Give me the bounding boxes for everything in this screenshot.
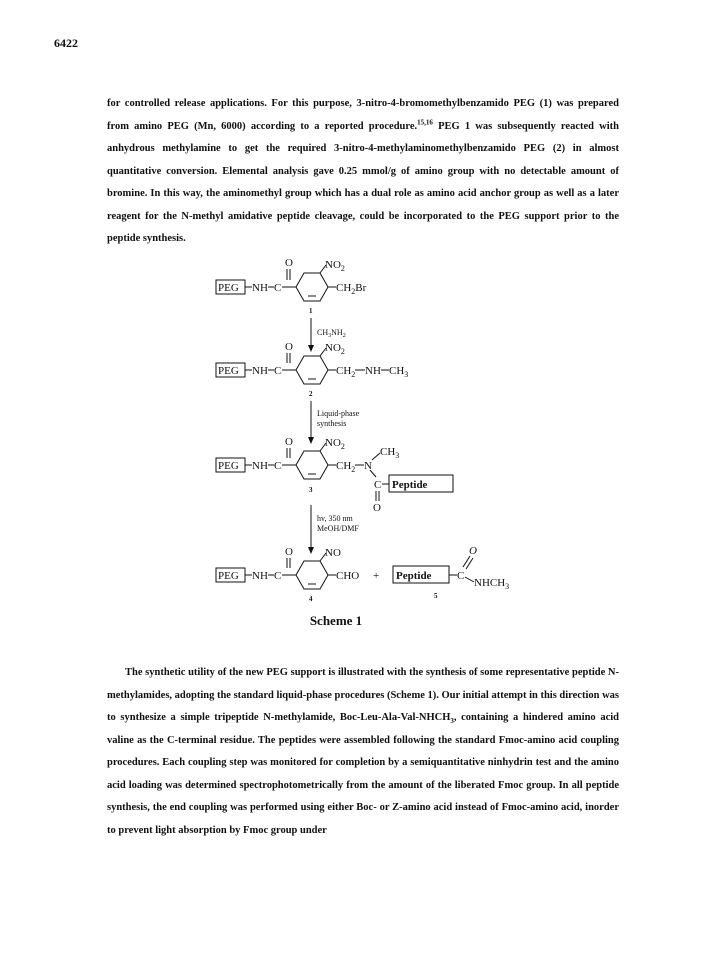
reference-superscript: 15,16 — [417, 118, 433, 126]
o-label-3b: O — [373, 502, 381, 514]
o-label-4: O — [285, 546, 293, 558]
cho-label: CHO — [336, 570, 360, 582]
reagent-photolysis-line-1: hv, 350 nm — [317, 514, 353, 523]
c-label-5: C — [457, 570, 465, 582]
compound-number-3: 3 — [309, 486, 313, 494]
nhch3-label: $NHCH_3$ — [474, 577, 510, 591]
ch2br-label: $CH_2Br$ — [336, 282, 367, 296]
nh-ch3-label: NH — [365, 365, 381, 377]
arrow-head-2 — [308, 437, 314, 444]
reagent-photolysis-line-2: MeOH/DMF — [317, 524, 359, 533]
c-label-4: C — [274, 570, 282, 582]
o-label-1: O — [285, 257, 293, 269]
benzene-ring-1 — [296, 273, 328, 301]
reagent-liquid-phase-line-2: synthesis — [317, 419, 347, 428]
peptide-label-5: Peptide — [396, 570, 432, 582]
o-label-3: O — [285, 436, 293, 448]
c-label-3: C — [274, 460, 282, 472]
peg-label-1: PEG — [218, 282, 239, 294]
paragraph-synthesis-text-1: The synthetic utility of the new PEG support is illustrated with the synthesis of some representative peptide N-methylamides, adopting the standard liquid-phase procedures (Scheme 1). Our initial attempt in this direction was to synthesize a simple tripeptide N-methylamide, Boc-Leu-Ala-Val-NHCH — [107, 667, 620, 723]
peg-label-4: PEG — [218, 570, 239, 582]
paragraph-intro-text-2: PEG 1 was subsequently reacted with anhydrous methylamine to get the required 3-nitro-4-methylaminomethylbenzamido PEG (2) in almost quantitative conversion. Elemental analysis gave 0.25 mmol/g of amino group with no detectable amount of bromine. In this way, the aminomethyl group which has a dual role as amino acid anchor group as well as a later reagent for the N-methyl amidative peptide cleavage, could be incorporated to the PEG support prior to the peptide synthesis. — [107, 120, 619, 244]
ch2-label-3: $CH_2$ — [336, 460, 356, 474]
nh-label-2: NH — [252, 365, 268, 377]
page-number: 6422 — [54, 36, 78, 50]
compound-number-5: 5 — [434, 592, 438, 600]
reagent-liquid-phase-line-1: Liquid-phase — [317, 409, 360, 418]
o-label-2: O — [285, 341, 293, 353]
nh-label-1: NH — [252, 282, 268, 294]
paragraph-intro — [107, 93, 619, 251]
arrow-head-3 — [308, 547, 314, 554]
reagent-methylamine: $CH_3NH_2$ — [317, 328, 346, 339]
c-label-1: C — [274, 282, 282, 294]
compound-4 — [216, 546, 379, 603]
nitro-label-2: $NO_2$ — [325, 342, 345, 356]
benzene-ring-3 — [296, 451, 328, 479]
nh-label-4: NH — [252, 570, 268, 582]
peg-label-3: PEG — [218, 460, 239, 472]
benzene-ring-4 — [296, 561, 328, 589]
compound-5 — [393, 545, 509, 600]
methyl-subscript: 3 — [450, 717, 454, 726]
ch3-label-2: $CH_3$ — [389, 365, 409, 379]
peptide-label-3: Peptide — [392, 479, 428, 491]
paragraph-synthesis — [107, 662, 619, 842]
compound-number-2: 2 — [309, 390, 313, 398]
c-label-2: C — [274, 365, 282, 377]
nitroso-label-4: NO — [325, 547, 341, 559]
ch2-label-2: $CH_2$ — [336, 365, 356, 379]
compound-1 — [216, 257, 367, 315]
ch3-label-3: $CH_3$ — [380, 446, 400, 460]
compound-number-4: 4 — [309, 595, 313, 603]
compound-number-1: 1 — [309, 307, 313, 315]
nh-label-3: NH — [252, 460, 268, 472]
benzene-ring-2 — [296, 356, 328, 384]
compound-3 — [216, 436, 453, 514]
scheme-caption: Scheme 1 — [309, 613, 363, 628]
compound-2 — [216, 341, 408, 398]
paragraph-synthesis-text-2: , containing a hindered amino acid valine as the C-terminal residue. The peptides were assembled following the standard Fmoc-amino acid coupling procedures. Each coupling step was monitored for completion by a semiquantitative ninhydrin test and the amino acid loading was determined spectrophotometrically from the amount of the liberated Fmoc group. In all peptide synthesis, the end coupling was performed using either Boc- or Z-amino acid instead of Fmoc-amino acid, inorder to prevent light absorption by Fmoc group under — [107, 712, 620, 836]
peg-label-2: PEG — [218, 365, 239, 377]
plus-sign: + — [373, 570, 380, 582]
paragraph-intro-text-1: for controlled release applications. For this purpose, 3-nitro-4-bromomethylbenzamido PEG (1) was prepared from amino PEG (Mn, 6000) according to a reported procedure. — [107, 98, 619, 132]
o-label-5: O — [469, 545, 477, 557]
nitro-label-1: $NO_2$ — [325, 259, 345, 273]
arrow-head-1 — [308, 345, 314, 352]
n-label-3: N — [364, 460, 372, 472]
reaction-scheme — [0, 255, 720, 635]
nitro-label-3: $NO_2$ — [325, 437, 345, 451]
c-label-3b: C — [374, 479, 382, 491]
